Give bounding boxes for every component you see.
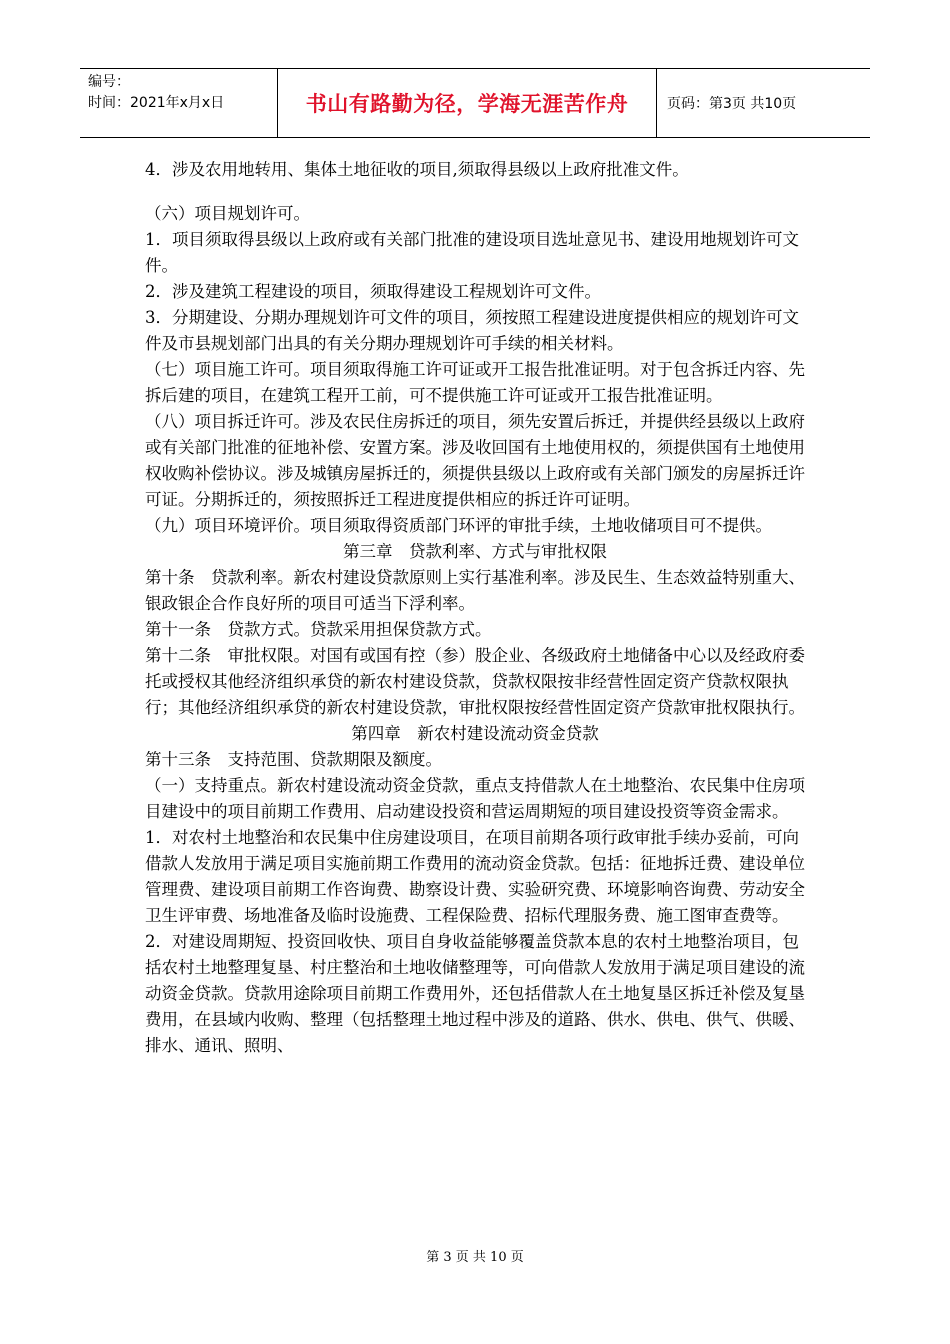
paragraph: 1．项目须取得县级以上政府或有关部门批准的建设项目选址意见书、建设用地规划许可文件。 [145,230,799,275]
header-page-info: 页码：第3页 共10页 [667,96,797,112]
chapter-heading: 第三章 贷款利率、方式与审批权限 [343,542,607,561]
paragraph: （九）项目环境评价。项目须取得资质部门环评的审批手续，土地收储项目可不提供。 [145,516,772,535]
paragraph: （六）项目规划许可。 [145,204,310,223]
page-footer: 第 3 页 共 10 页 [426,1250,524,1265]
paragraph: 第十二条 审批权限。对国有或国有控（参）股企业、各级政府土地储备中心以及经政府委托或授权其他经济组织承贷的新农村建设贷款，贷款权限按非经营性固定资产贷款权限执行；其他经济组织承贷的新农村建设贷款，审批权限按经营性固定资产贷款审批权限执行。 [145,646,805,717]
paragraph: （八）项目拆迁许可。涉及农民住房拆迁的项目，须先安置后拆迁，并提供经县级以上政府或有关部门批准的征地补偿、安置方案。涉及收回国有土地使用权的，须提供国有土地使用权收购补偿协议。涉及城镇房屋拆迁的，须提供县级以上政府或有关部门颁发的房屋拆迁许可证。分期拆迁的，须按照拆迁工程进度提供相应的拆迁许可证明。 [145,412,805,509]
paragraph: 第十三条 支持范围、贷款期限及额度。 [145,750,442,769]
header-motto: 书山有路勤为径，学海无涯苦作舟 [278,69,657,137]
paragraph: 2．对建设周期短、投资回收快、项目自身收益能够覆盖贷款本息的农村土地整治项目，包括农村土地整理复垦、村庄整治和土地收储整理等，可向借款人发放用于满足项目建设的流动资金贷款。贷款用途除项目前期工作费用外，还包括借款人在土地复垦区拆迁补偿及复垦费用，在县域内收购、整理（包括整理土地过程中涉及的道路、供水、供电、供气、供暖、排水、通讯、照明、 [145,932,805,1055]
paragraph: 3．分期建设、分期办理规划许可文件的项目，须按照工程建设进度提供相应的规划许可文件及市县规划部门出具的有关分期办理规划许可手续的相关材料。 [145,308,799,353]
page-header [80,68,870,138]
header-meta [80,69,278,137]
paragraph: 第十条 贷款利率。新农村建设贷款原则上实行基准利率。涉及民生、生态效益特别重大、银政银企合作良好所的项目可适当下浮利率。 [145,568,805,613]
paragraph: （一）支持重点。新农村建设流动资金贷款，重点支持借款人在土地整治、农民集中住房项目建设中的项目前期工作费用、启动建设投资和营运周期短的项目建设投资等资金需求。 [145,776,805,821]
paragraph: 1．对农村土地整治和农民集中住房建设项目，在项目前期各项行政审批手续办妥前，可向借款人发放用于满足项目实施前期工作费用的流动资金贷款。包括：征地拆迁费、建设单位管理费、建设项目前期工作咨询费、勘察设计费、实验研究费、环境影响咨询费、劳动安全卫生评审费、场地准备及临时设施费、工程保险费、招标代理服务费、施工图审查费等。 [145,828,805,925]
document-body [145,157,805,1059]
paragraph: 第十一条 贷款方式。贷款采用担保贷款方式。 [145,620,492,639]
chapter-heading: 第四章 新农村建设流动资金贷款 [351,724,599,743]
blank-line [145,187,805,201]
paragraph: 2．涉及建筑工程建设的项目，须取得建设工程规划许可文件。 [145,282,601,301]
paragraph: 4．涉及农用地转用、集体土地征收的项目,须取得县级以上政府批准文件。 [145,160,689,179]
number-label: 编号： [88,74,130,90]
paragraph: （七）项目施工许可。项目须取得施工许可证或开工报告批准证明。对于包含拆迁内容、先拆后建的项目，在建筑工程开工前，可不提供施工许可证或开工报告批准证明。 [145,360,805,405]
time-label: 时间：2021年x月x日 [88,95,225,111]
